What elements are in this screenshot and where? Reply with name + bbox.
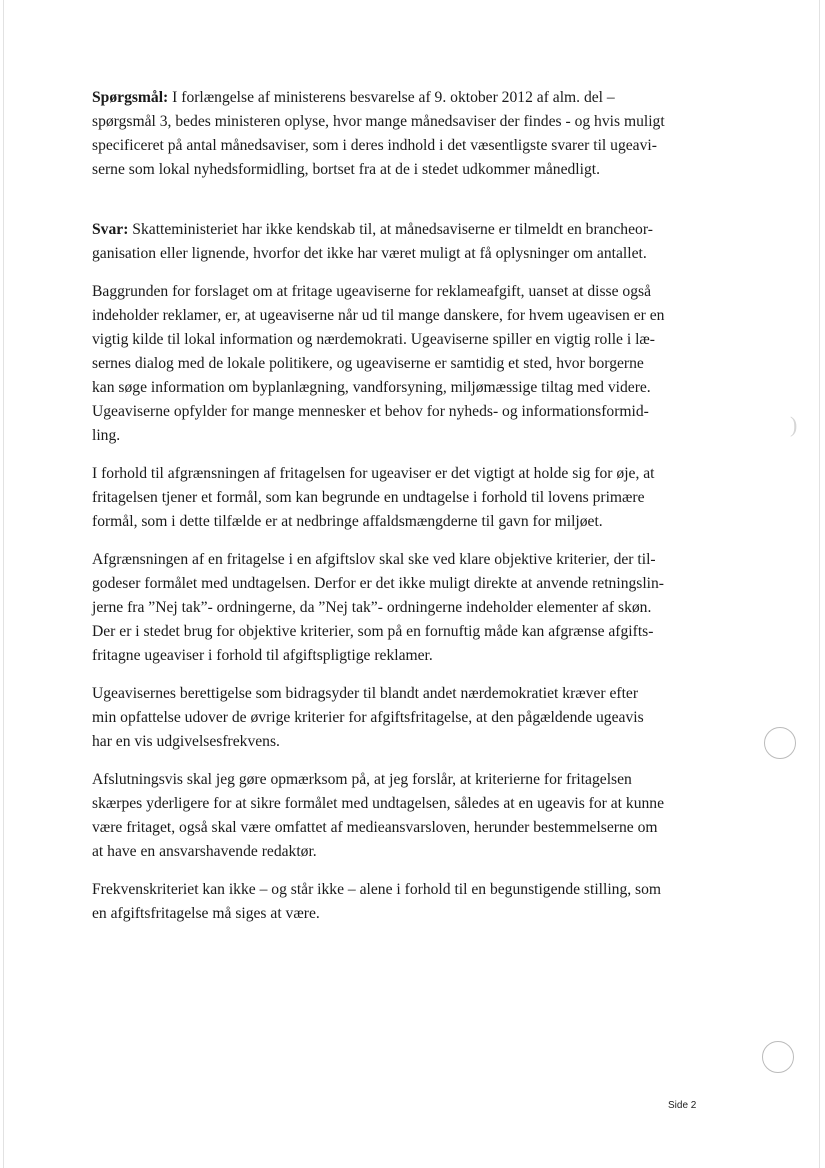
scan-edge-left xyxy=(3,0,4,1168)
paragraph-line: formål, som i dette tilfælde er at nedbringe affaldsmængderne til gavn for miljøet. xyxy=(92,513,603,530)
scan-artifact-bracket: ) xyxy=(790,412,798,437)
paragraph-line: fritagne ugeaviser i forhold til afgiftspligtige reklamer. xyxy=(92,647,433,664)
document-body xyxy=(92,86,704,940)
body-paragraph xyxy=(92,682,704,754)
paragraph-line: Der er i stedet brug for objektive kriterier, som på en fornuftig måde kan afgrænse afgifts- xyxy=(92,623,654,640)
punch-hole-lower xyxy=(762,1041,794,1073)
paragraph-line: Baggrunden for forslaget om at fritage ugeaviserne for reklameafgift, uanset at disse også xyxy=(92,283,651,300)
page-number: Side 2 xyxy=(668,1100,697,1111)
question-line: spørgsmål 3, bedes ministeren oplyse, hvor mange månedsaviser der findes - og hvis muligt xyxy=(92,113,665,130)
body-paragraph xyxy=(92,280,704,448)
paragraph-line: jerne fra ”Nej tak”- ordningerne, da ”Nej tak”- ordningerne indeholder elementer af skøn. xyxy=(92,599,652,616)
paragraph-line: sernes dialog med de lokale politikere, og ugeaviserne er samtidig et sted, hvor borgerne xyxy=(92,355,644,372)
paragraph-line: en afgiftsfritagelse må siges at være. xyxy=(92,905,320,922)
paragraph-line: skærpes yderligere for at sikre formålet med undtagelsen, således at en ugeavis for at kunne xyxy=(92,795,665,812)
paragraph-line: I forhold til afgrænsningen af fritagelsen for ugeaviser er det vigtigt at holde sig for øje, at xyxy=(92,465,655,482)
body-paragraph xyxy=(92,548,704,668)
paragraph-line: vigtig kilde til lokal information og nærdemokrati. Ugeaviserne spiller en vigtig rolle i læ- xyxy=(92,331,655,348)
scan-edge-right xyxy=(819,0,820,1168)
paragraph-line: Ugeaviserne opfylder for mange mennesker et behov for nyheds- og informationsformid- xyxy=(92,403,649,420)
answer-line: ganisation eller lignende, hvorfor det ikke har været muligt at få oplysninger om antallet. xyxy=(92,245,647,262)
answer-paragraph xyxy=(92,218,704,266)
paragraph-line: Afslutningsvis skal jeg gøre opmærksom på, at jeg forslår, at kriterierne for fritagelsen xyxy=(92,771,632,788)
body-paragraph xyxy=(92,462,704,534)
paragraph-line: godeser formålet med undtagelsen. Derfor er det ikke muligt direkte at anvende retningslin- xyxy=(92,575,665,592)
paragraph-line: Ugeavisernes berettigelse som bidragsyder til blandt andet nærdemokratiet kræver efter xyxy=(92,685,639,702)
question-line: serne som lokal nyhedsformidling, bortset fra at de i stedet udkommer månedligt. xyxy=(92,161,600,178)
paragraph-line: kan søge information om byplanlægning, vandforsyning, miljømæssige tiltag med videre. xyxy=(92,379,651,396)
answer-line xyxy=(92,218,704,242)
question-line: specificeret på antal månedsaviser, som i deres indhold i det væsentligste svarer til ugeavi- xyxy=(92,137,657,154)
paragraph-line: at have en ansvarshavende redaktør. xyxy=(92,843,317,860)
answer-lead: Svar: xyxy=(92,221,129,238)
paragraph-line: Afgrænsningen af en fritagelse i en afgiftslov skal ske ved klare objektive kriterier, der til- xyxy=(92,551,656,568)
question-line xyxy=(92,86,704,110)
paragraph-line: min opfattelse udover de øvrige kriterier for afgiftsfritagelse, at den pågældende ugeavis xyxy=(92,709,644,726)
section-spacer xyxy=(92,196,704,218)
body-paragraph xyxy=(92,878,704,926)
paragraph-line: Frekvenskriteriet kan ikke – og står ikke – alene i forhold til en begunstigende stilling, som xyxy=(92,881,662,898)
question-lead: Spørgsmål: xyxy=(92,89,169,106)
answer-line-text: Skatteministeriet har ikke kendskab til, at månedsaviserne er tilmeldt en brancheor- xyxy=(132,221,653,238)
paragraph-line: fritagelsen tjener et formål, som kan begrunde en undtagelse i forhold til lovens primære xyxy=(92,489,645,506)
paragraph-line: ling. xyxy=(92,427,121,444)
paragraph-line: være fritaget, også skal være omfattet af medieansvarsloven, herunder bestemmelserne om xyxy=(92,819,658,836)
question-line-text: I forlængelse af ministerens besvarelse af 9. oktober 2012 af alm. del – xyxy=(172,89,615,106)
body-paragraph xyxy=(92,768,704,864)
question-paragraph xyxy=(92,86,704,182)
punch-hole-upper xyxy=(764,727,796,759)
paragraph-line: indeholder reklamer, er, at ugeaviserne når ud til mange danskere, for hvem ugeavisen er en xyxy=(92,307,665,324)
paragraph-line: har en vis udgivelsesfrekvens. xyxy=(92,733,280,750)
